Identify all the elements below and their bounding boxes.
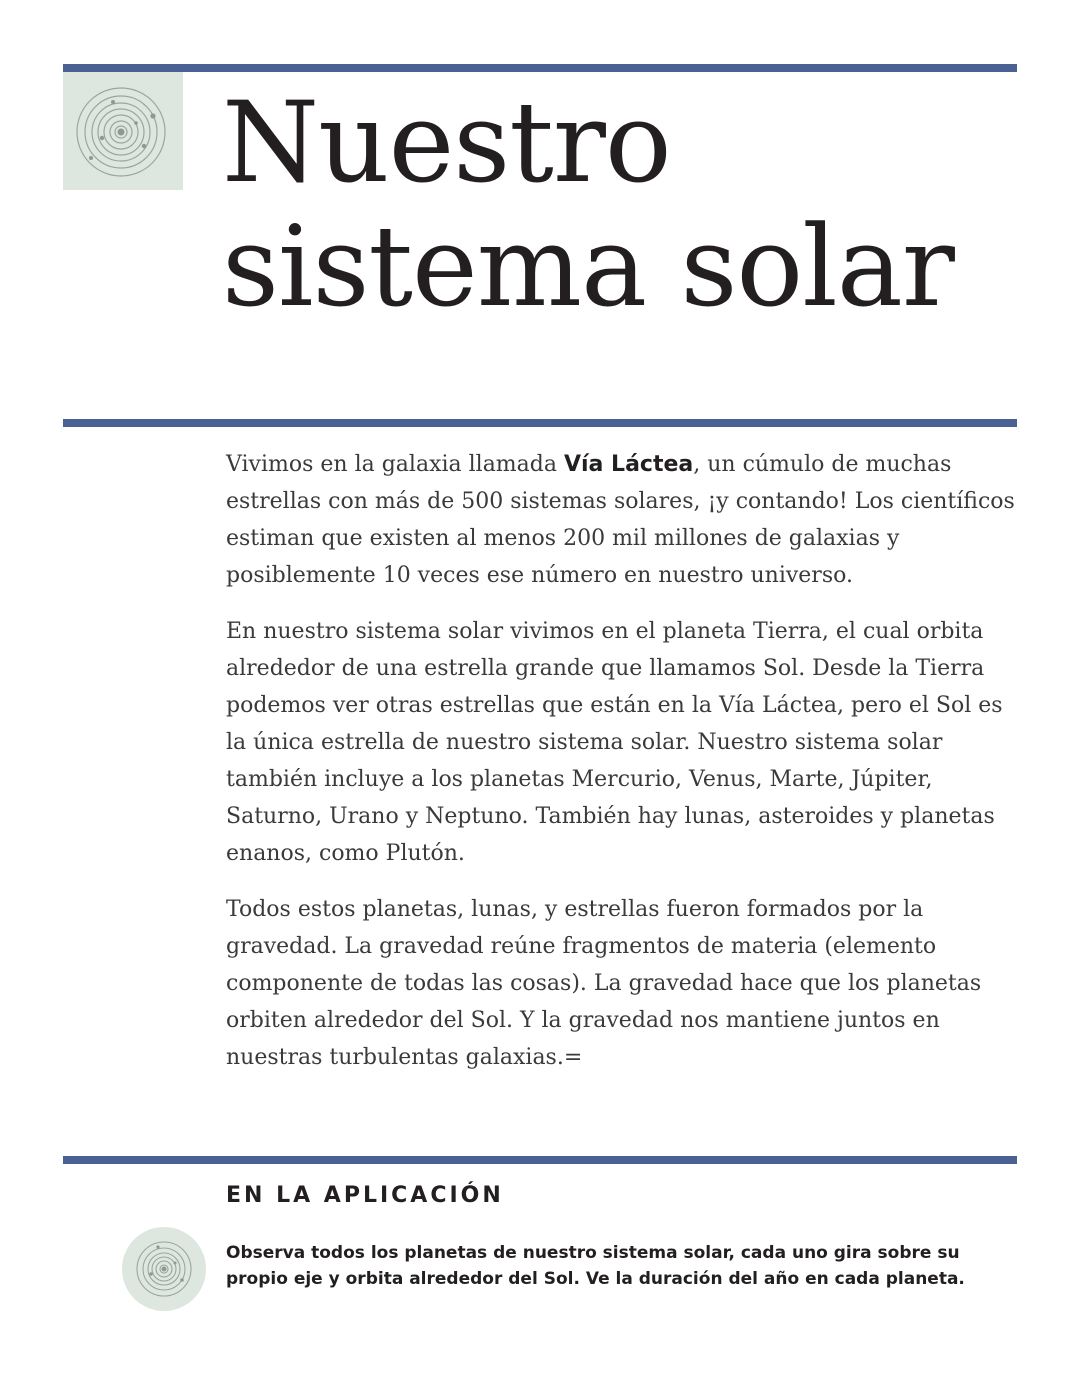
top-divider [63,64,1017,72]
app-section-text: Observa todos los planetas de nuestro sistema solar, cada uno gira sobre su propio eje y orbita alrededor del Sol. Ve la duración del año en cada planeta. [226,1243,965,1289]
title-line-2: sistema solar [222,203,954,332]
page-title [222,79,954,332]
paragraph-1 [226,446,1026,594]
app-solar-system-icon [122,1227,206,1311]
title-line-1: Nuestro [222,79,671,208]
app-section-heading: EN LA APLICACIÓN [226,1183,504,1208]
solar-system-orbits-icon [63,72,183,190]
paragraph-3: Todos estos planetas, lunas, y estrellas fueron formados por la gravedad. La gravedad reúne fragmentos de materia (elemento componente de todas las cosas). La gravedad hace que los planetas orbiten alrededor del Sol. Y la gravedad nos mantiene juntos en nuestras turbulentas galaxias.= [226,897,982,1070]
paragraph-1-end: , un cúmulo de muchas estrellas con más de 500 sistemas solares, ¡y contando! Los científicos estiman que existen al menos 200 mil millones de galaxias y posiblemente 10 veces ese número en nuestro universo. [226,452,1015,588]
middle-divider [63,419,1017,427]
milky-way-term: Vía Láctea [563,452,694,477]
paragraph-2: En nuestro sistema solar vivimos en el planeta Tierra, el cual orbita alrededor de una estrella grande que llamamos Sol. Desde la Tierra podemos ver otras estrellas que están en la Vía Láctea, pero el Sol es la única estrella de nuestro sistema solar. Nuestro sistema solar también incluye a los planetas Mercurio, Venus, Marte, Júpiter, Saturno, Urano y Neptuno. También hay lunas, asteroides y planetas enanos, como Plutón. [226,619,1003,866]
bottom-divider [63,1156,1017,1164]
body-text [226,446,1026,1095]
paragraph-1-start: Vivimos en la galaxia llamada [226,452,564,477]
